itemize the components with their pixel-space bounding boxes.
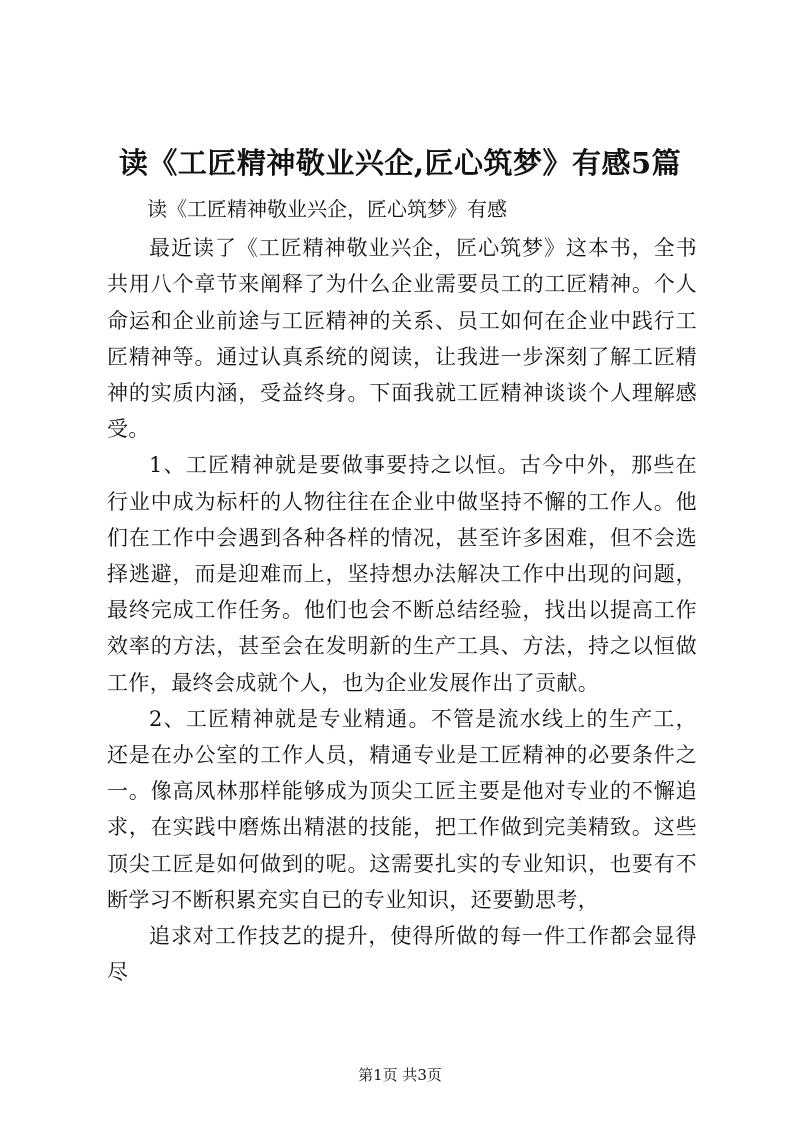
paragraph-point-1: 1、工匠精神就是要做事要持之以恒。古今中外，那些在行业中成为标杆的人物往往在企业中做坚持不懈的工作人。他们在工作中会遇到各种各样的情况，甚至许多困难，但不会选择逃避，而是迎难而上，坚持想办法解决工作中出现的问题，最终完成工作任务。他们也会不断总结经验，找出以提高工作效率的方法，甚至会在发明新的生产工具、方法，持之以恒做工作，最终会成就个人，也为企业发展作出了贡献。 xyxy=(107,453,697,695)
paragraph-intro: 最近读了《工匠精神敬业兴企，匠心筑梦》这本书，全书共用八个章节来阐释了为什么企业需要员工的工匠精神。个人命运和企业前途与工匠精神的关系、员工如何在企业中践行工匠精神等。通过认真系统的阅读，让我进一步深刻了解工匠精神的实质内涵，受益终身。下面我就工匠精神谈谈个人理解感受。 xyxy=(107,236,697,442)
document-body xyxy=(107,191,697,990)
document-title: 读《工匠精神敬业兴企,匠心筑梦》有感5篇 xyxy=(118,146,682,180)
paragraph-continuation: 追求对工作技艺的提升，使得所做的每一件工作都会显得尽 xyxy=(107,924,697,985)
paragraph-point-2: 2、工匠精神就是专业精通。不管是流水线上的生产工，还是在办公室的工作人员，精通专业是工匠精神的必要条件之一。像高凤林那样能够成为顶尖工匠主要是他对专业的不懈追求，在实践中磨炼出精湛的技能，把工作做到完美精致。这些顶尖工匠是如何做到的呢。这需要扎实的专业知识，也要有不断学习不断积累充实自已的专业知识，还要勤思考， xyxy=(107,706,697,912)
page-number-label: 第1页 共3页 xyxy=(358,1066,442,1084)
document-subtitle: 读《工匠精神敬业兴企，匠心筑梦》有感 xyxy=(147,197,507,221)
page-footer xyxy=(0,1065,800,1085)
